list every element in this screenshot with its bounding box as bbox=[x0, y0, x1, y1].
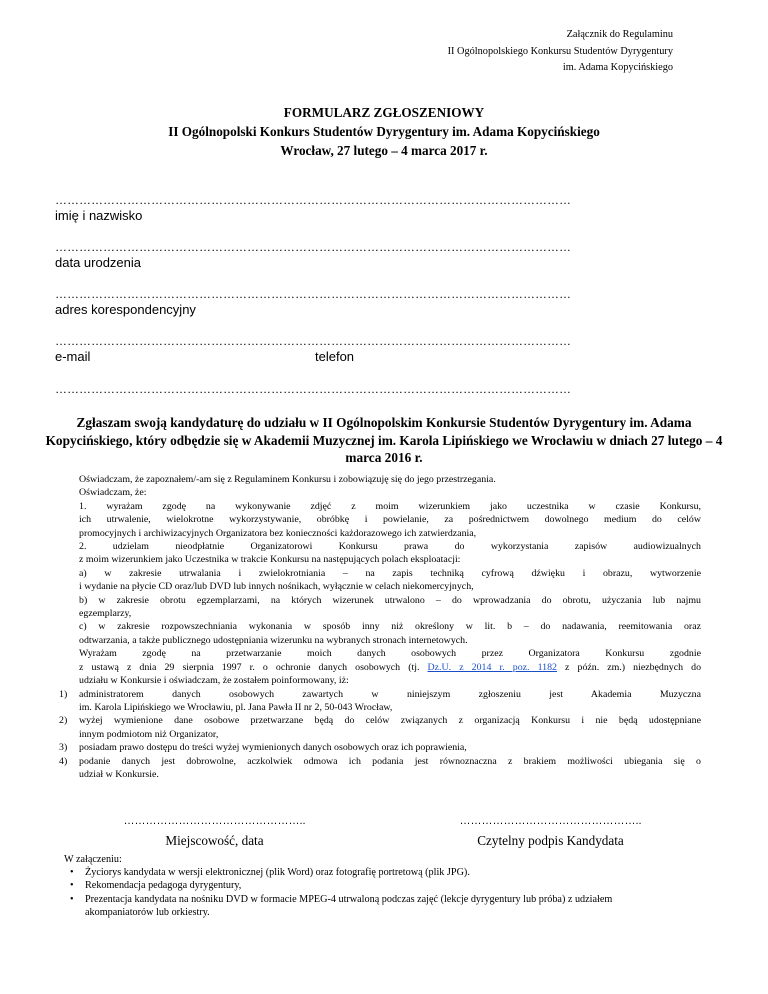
info-item-4 bbox=[59, 755, 701, 782]
candidate-signature-label: Czytelny podpis Kandydata bbox=[477, 833, 624, 848]
info-item-4-line-1: podanie danych jest dobrowolne, aczkolwiek odmowa ich podania jest równoznaczna z brakiem możliwości ubiegania się o bbox=[79, 755, 701, 767]
annex-line-3: im. Adama Kopycińskiego bbox=[562, 62, 673, 73]
attachments-list bbox=[64, 866, 724, 919]
bullet-icon: • bbox=[70, 893, 74, 905]
info-item-4-line-2: udział w Konkursie. bbox=[79, 768, 159, 780]
place-date-dotted-line[interactable]: ………………………………………….. bbox=[123, 815, 306, 827]
data-consent-line-1: Wyrażam zgodę na przetwarzanie moich danych osobowych przez Organizatora Konkursu zgodnie bbox=[79, 648, 701, 660]
info-item-2-line-2: innym podmiotom niż Organizator, bbox=[79, 728, 219, 740]
attachment-item-text-cont: akompaniatorów lub orkiestry. bbox=[85, 906, 210, 918]
field-c-line-1: c) w zakresie rozpowszechniania wykonania w sposób inny niż określony w lit. b – do nadawania, reemitowania oraz bbox=[79, 621, 701, 633]
consent-1-line-3: promocyjnych i archiwizacyjnych Organizatora bez konieczności każdorazowego ich zatwierdzania, bbox=[79, 527, 477, 539]
address-dotted-line[interactable]: ………………………………………………………………………………………………………………… bbox=[55, 287, 571, 301]
birth-date-field[interactable] bbox=[55, 240, 695, 271]
candidate-signature-dotted-line[interactable]: ………………………………………….. bbox=[459, 815, 642, 827]
attachments-heading: W załączeniu: bbox=[64, 854, 122, 865]
extra-dotted-line[interactable]: ………………………………………………………………………………………………………………… bbox=[55, 382, 571, 396]
declare-intro: Oświadczam, że: bbox=[79, 487, 147, 499]
field-b-line-2: egzemplarzy, bbox=[79, 608, 132, 620]
attachment-item bbox=[64, 866, 724, 879]
attachment-item-text: Życiorys kandydata w wersji elektronicznej (plik Word) oraz fotografię portretową (plik JPG). bbox=[85, 867, 470, 879]
data-consent-text-a: z ustawą z dnia 29 sierpnia 1997 r. o ochronie danych osobowych (tj. bbox=[79, 661, 428, 673]
consent-2-line-1: 2. udzielam nieodpłatnie Organizatorowi Konkursu prawa do wykorzystania zapisów audiowizualnych bbox=[79, 541, 701, 553]
place-date-signature[interactable] bbox=[92, 815, 337, 851]
info-item-2-line-1: wyżej wymienione dane osobowe przetwarzane będą do celów związanych z organizacją Konkursu i nie będą udostępniane bbox=[79, 715, 701, 727]
candidate-signature[interactable] bbox=[428, 815, 673, 851]
form-title-line-2: II Ogólnopolski Konkurs Studentów Dyrygentury im. Adama Kopycińskiego bbox=[168, 124, 600, 139]
field-b-line-1: b) w zakresie obrotu egzemplarzami, na których wizerunek utrwalono – do wprowadzania do obrotu, użyczania lub najmu bbox=[79, 594, 701, 606]
contact-field[interactable] bbox=[55, 334, 695, 365]
email-label: e-mail bbox=[55, 349, 91, 364]
bullet-icon: • bbox=[70, 880, 74, 892]
name-label: imię i nazwisko bbox=[55, 208, 143, 223]
consent-statements bbox=[59, 473, 702, 781]
consent-1-line-1: 1. wyrażam zgodę na wykonywanie zdjęć z moim wizerunkiem jako uczestnika w czasie Konkursu, bbox=[79, 500, 701, 512]
phone-label: telefon bbox=[315, 349, 355, 364]
address-field[interactable] bbox=[55, 287, 695, 318]
field-a-line-1: a) w zakresie utrwalania i zwielokrotniania – na zapis techniką cyfrową dźwięku i obrazu, wytworzenie bbox=[79, 567, 701, 579]
attachment-item bbox=[64, 893, 724, 919]
field-a-line-2: i wydanie na płycie CD oraz/lub DVD lub innych nośnikach, wyłącznie w celach niekomercyjnych, bbox=[79, 581, 474, 593]
address-label: adres korespondencyjny bbox=[55, 302, 196, 317]
form-title-line-1: FORMULARZ ZGŁOSZENIOWY bbox=[283, 105, 485, 120]
data-consent-line-3: udziału w Konkursie i oświadczam, że zostałem poinformowany, iż: bbox=[79, 675, 349, 687]
field-c-line-2: odtwarzania, a także publicznego udostępniania wizerunku na wybranych stronach internetowych. bbox=[79, 634, 468, 646]
info-item-1-number: 1) bbox=[59, 688, 68, 700]
law-reference-link[interactable]: Dz.U. z 2014 r. poz. 1182 bbox=[427, 661, 557, 673]
consent-2-line-2: z moim wizerunkiem jako Uczestnika w trakcie Konkursu na następujących polach eksploatacji: bbox=[79, 554, 461, 566]
annex-note bbox=[448, 27, 673, 77]
place-date-label: Miejscowość, data bbox=[165, 833, 264, 848]
info-item-1 bbox=[59, 688, 701, 715]
birth-date-dotted-line[interactable]: ………………………………………………………………………………………………………………… bbox=[55, 240, 571, 254]
contact-dotted-line[interactable]: ………………………………………………………………………………………………………………… bbox=[55, 334, 571, 348]
info-item-3 bbox=[59, 741, 701, 754]
info-item-2 bbox=[59, 714, 701, 741]
consent-1-line-2: ich utrwalenie, wielokrotne wykorzystywanie, obróbkę i powielanie, za pośrednictwem dowolnego medium do celów bbox=[79, 514, 701, 526]
form-title bbox=[0, 103, 768, 160]
form-title-line-3: Wrocław, 27 lutego – 4 marca 2017 r. bbox=[280, 143, 488, 158]
name-dotted-line[interactable]: ………………………………………………………………………………………………………………… bbox=[55, 193, 571, 207]
info-item-2-number: 2) bbox=[59, 715, 68, 727]
attachment-item-text: Rekomendacja pedagoga dyrygentury, bbox=[85, 880, 242, 892]
regulations-statement: Oświadczam, że zapoznałem/-am się z Regulaminem Konkursu i zobowiązuję się do jego przestrzegania. bbox=[79, 474, 496, 485]
annex-line-1: Załącznik do Regulaminu bbox=[566, 29, 673, 40]
bullet-icon: • bbox=[70, 867, 74, 879]
attachment-item-text: Prezentacja kandydata na nośniku DVD w formacie MPEG-4 utrwaloną podczas zajęć (lekcje dyrygentury lub próba) z udziałem bbox=[85, 893, 613, 905]
info-item-4-number: 4) bbox=[59, 755, 68, 767]
name-field[interactable] bbox=[55, 193, 695, 224]
candidacy-declaration: Zgłaszam swoją kandydaturę do udziału w II Ogólnopolskim Konkursie Studentów Dyrygentury im. Adama Kopycińskiego, który odbędzie się w Akademii Muzycznej im. Karola Lipińskiego we Wrocławiu w dniach 27 lutego – 4 marca 2016 r. bbox=[45, 415, 723, 465]
birth-date-label: data urodzenia bbox=[55, 255, 142, 270]
data-consent-text-b: z późn. zm.) niezbędnych do bbox=[556, 661, 702, 673]
info-item-3-number: 3) bbox=[59, 742, 68, 754]
data-consent-line-2 bbox=[79, 661, 701, 674]
contact-labels bbox=[55, 348, 695, 365]
info-item-3-line-1: posiadam prawo dostępu do treści wyżej wymienionych danych osobowych oraz ich poprawienia, bbox=[79, 742, 467, 754]
attachments bbox=[64, 853, 724, 919]
extra-field[interactable] bbox=[55, 382, 695, 396]
attachment-item bbox=[64, 879, 724, 892]
info-item-1-line-2: im. Karola Lipińskiego we Wrocławiu, pl. Jana Pawła II nr 2, 50-043 Wrocław, bbox=[79, 701, 393, 713]
info-item-1-line-1: administratorem danych osobowych zawartych w niniejszym zgłoszeniu jest Akademia Muzyczna bbox=[79, 688, 701, 700]
annex-line-2: II Ogólnopolskiego Konkursu Studentów Dyrygentury bbox=[447, 45, 673, 57]
